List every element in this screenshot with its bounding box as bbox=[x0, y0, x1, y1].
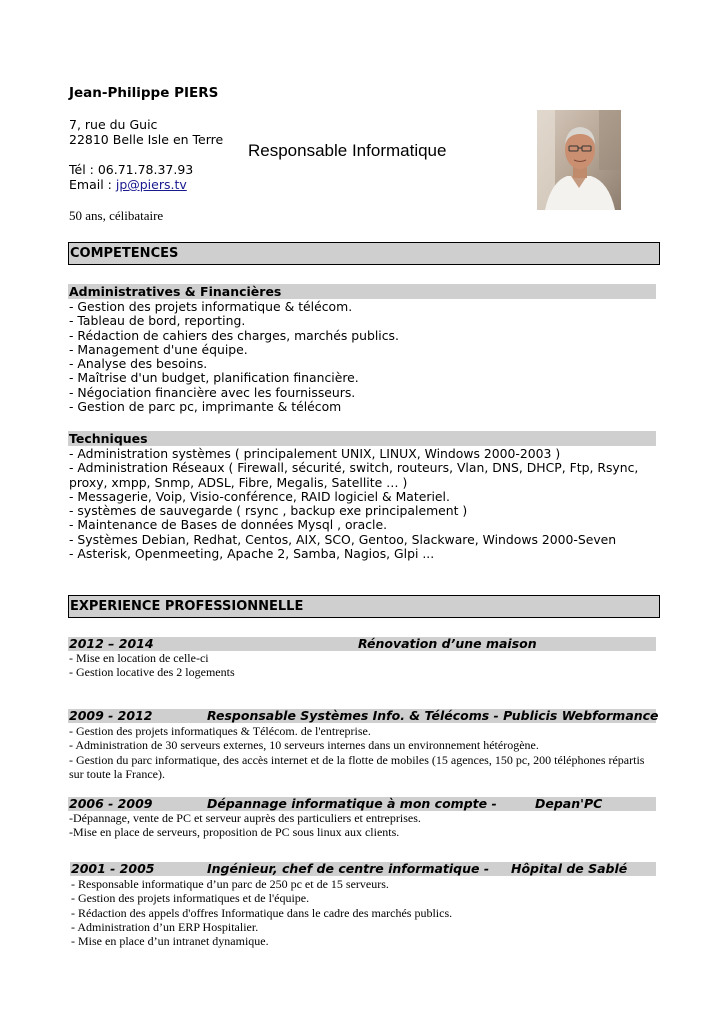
job-line: -Dépannage, vente de PC et serveur auprès des particuliers et entreprises. bbox=[69, 811, 421, 825]
contact-info bbox=[69, 162, 193, 192]
list-item: - Gestion des projets informatique & télécom. bbox=[69, 299, 353, 314]
profile-photo bbox=[537, 110, 621, 210]
list-item: - Maîtrise d'un budget, planification financière. bbox=[69, 370, 359, 386]
section-title: COMPETENCES bbox=[70, 246, 179, 261]
list-item: - Management d'une équipe. bbox=[69, 341, 248, 357]
list-item: - Gestion de parc pc, imprimante & télécom bbox=[69, 399, 342, 415]
job-line: - Gestion des projets informatiques et de l'équipe. bbox=[71, 891, 310, 906]
job-title: Responsable Informatique bbox=[248, 141, 447, 160]
section-competences bbox=[68, 242, 660, 265]
job-line: - Responsable informatique d’un parc de 250 pc et de 15 serveurs. bbox=[71, 877, 389, 891]
list-item: - Négociation financière avec les fournisseurs. bbox=[69, 384, 356, 400]
job-header bbox=[68, 797, 656, 811]
job-line: - Administration de 30 serveurs externes, 10 serveurs internes dans un environnement hétérogène. bbox=[69, 738, 539, 753]
job-line: - Gestion locative des 2 logements bbox=[69, 665, 235, 680]
job-period: 2001 - 2005 bbox=[71, 861, 155, 876]
job-role: Responsable Systèmes Info. & Télécoms - Publicis Webformance bbox=[207, 708, 659, 723]
job-period: 2012 – 2014 bbox=[69, 636, 154, 651]
list-item: proxy, xmpp, Snmp, ADSL, Fibre, Megalis, Satellite … ) bbox=[69, 474, 408, 490]
job-role: Dépannage informatique à mon compte - bbox=[207, 796, 497, 811]
job-company: Hôpital de Sablé bbox=[511, 861, 628, 876]
age-status: 50 ans, célibataire bbox=[69, 208, 164, 223]
job-description bbox=[69, 811, 659, 840]
job-role: Ingénieur, chef de centre informatique - bbox=[207, 861, 490, 876]
list-item: - systèmes de sauvegarde ( rsync , backup exe principalement ) bbox=[69, 503, 468, 519]
list-item: - Tableau de bord, reporting. bbox=[69, 313, 246, 329]
job-header bbox=[68, 708, 659, 723]
subsection-title: Administratives & Financières bbox=[69, 284, 282, 299]
email-row bbox=[69, 177, 193, 192]
job-company: Depan'PC bbox=[535, 796, 603, 811]
address-line-1: 7, rue du Guic bbox=[69, 117, 158, 132]
job-line: - Gestion du parc informatique, des accès internet et de la flotte de mobiles (15 agences, 150 pc, 200 téléphones répartis sur toute la France). bbox=[69, 752, 645, 781]
job-description bbox=[69, 724, 659, 781]
job-header bbox=[70, 862, 656, 876]
section-title: EXPERIENCE PROFESSIONNELLE bbox=[70, 599, 304, 614]
job-role: Rénovation d’une maison bbox=[358, 636, 537, 651]
list-item: - Asterisk, Openmeeting, Apache 2, Samba, Nagios, Glpi ... bbox=[69, 546, 435, 562]
job-line: -Mise en place de serveurs, proposition de PC sous linux aux clients. bbox=[69, 825, 400, 840]
subsection-title: Techniques bbox=[69, 431, 148, 446]
candidate-name: Jean-Philippe PIERS bbox=[69, 85, 219, 101]
job-line: - Rédaction des appels d'offres Informatique dans le cadre des marchés publics. bbox=[71, 905, 453, 920]
subsection-tech-header bbox=[68, 431, 656, 446]
list-item: - Rédaction de cahiers des charges, marchés publics. bbox=[69, 327, 399, 343]
email-label: Email : bbox=[69, 177, 116, 192]
email-link[interactable]: jp@piers.tv bbox=[115, 177, 187, 192]
address-line-2: 22810 Belle Isle en Terre bbox=[69, 132, 224, 147]
portrait-image bbox=[537, 110, 621, 210]
tech-skills-list bbox=[69, 447, 638, 561]
section-experience bbox=[68, 595, 660, 618]
list-item: - Analyse des besoins. bbox=[69, 356, 208, 372]
job-line: - Mise en place d’un intranet dynamique. bbox=[71, 934, 269, 949]
admin-skills-list bbox=[69, 300, 399, 414]
job-line: - Administration d’un ERP Hospitalier. bbox=[71, 919, 259, 934]
phone: Tél : 06.71.78.37.93 bbox=[69, 162, 194, 177]
job-period: 2009 - 2012 bbox=[69, 708, 153, 723]
job-period: 2006 - 2009 bbox=[69, 796, 153, 811]
job-header bbox=[68, 637, 656, 651]
list-item: - Administration systèmes ( principalement UNIX, LINUX, Windows 2000-2003 ) bbox=[69, 446, 561, 461]
list-item: - Administration Réseaux ( Firewall, sécurité, switch, routeurs, Vlan, DNS, DHCP, Ftp, Rsync, bbox=[69, 460, 639, 476]
job-line: - Gestion des projets informatiques & Télécom. de l'entreprise. bbox=[69, 724, 371, 738]
job-description bbox=[71, 877, 661, 948]
list-item: - Systèmes Debian, Redhat, Centos, AIX, SCO, Gentoo, Slackware, Windows 2000-Seven bbox=[69, 531, 617, 547]
subsection-admin-header bbox=[68, 284, 656, 299]
address bbox=[69, 117, 223, 147]
job-description bbox=[69, 651, 659, 680]
list-item: - Messagerie, Voip, Visio-conférence, RAID logiciel & Materiel. bbox=[69, 488, 450, 504]
job-line: - Mise en location de celle-ci bbox=[69, 651, 209, 665]
list-item: - Maintenance de Bases de données Mysql , oracle. bbox=[69, 517, 388, 533]
